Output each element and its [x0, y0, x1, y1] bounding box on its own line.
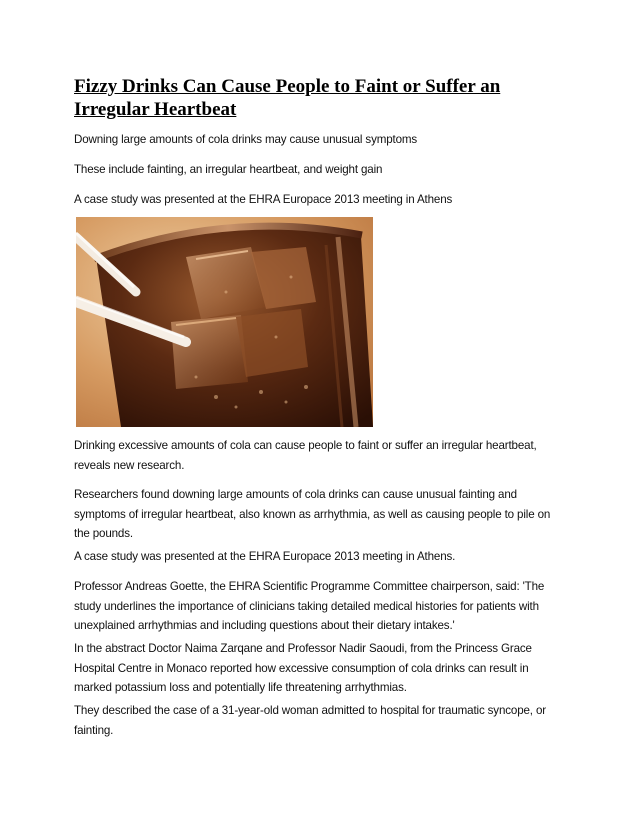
paragraph-1-line-1: Drinking excessive amounts of cola can cause people to faint or suffer an irregular heartbeat, [74, 439, 537, 452]
paragraph-4-line-3: unexplained arrhythmias and including questions about their dietary intakes.' [74, 619, 455, 632]
paragraph-6-line-2: fainting. [74, 723, 114, 737]
paragraph-4 [74, 577, 574, 636]
paragraph-3-line-1: A case study was presented at the EHRA Europace 2013 meeting in Athens. [74, 550, 456, 563]
title-line-2: Irregular Heartbeat [74, 99, 237, 120]
summary-line-1: Downing large amounts of cola drinks may cause unusual symptoms [74, 133, 418, 146]
paragraph-5 [74, 639, 574, 698]
cola-glass-photo [76, 217, 373, 427]
paragraph-6-line-1: They described the case of a 31-year-old woman admitted to hospital for traumatic syncope, or [74, 704, 546, 717]
cola-glass-illustration [76, 217, 373, 427]
paragraph-2-line-3: the pounds. [74, 527, 133, 540]
paragraph-3 [74, 547, 574, 567]
title-line-1: Fizzy Drinks Can Cause People to Faint or Suffer an [74, 76, 501, 97]
paragraph-2 [74, 485, 574, 544]
paragraph-4-line-1: Professor Andreas Goette, the EHRA Scientific Programme Committee chairperson, said: 'The [74, 580, 545, 593]
paragraph-5-line-2: Hospital Centre in Monaco reported how excessive consumption of cola drinks can result in [74, 661, 529, 675]
paragraph-1 [74, 436, 574, 475]
paragraph-4-line-2: study underlines the importance of clinicians taking detailed medical histories for patients with [74, 599, 539, 613]
paragraph-5-line-3: marked potassium loss and potentially life threatening arrhythmias. [74, 681, 407, 694]
paragraph-2-line-2: symptoms of irregular heartbeat, also known as arrhythmia, as well as causing people to pile on [74, 507, 551, 521]
article-title [74, 75, 574, 121]
summary-line-2: These include fainting, an irregular heartbeat, and weight gain [74, 163, 383, 176]
paragraph-2-line-1: Researchers found downing large amounts of cola drinks can cause unusual fainting and [74, 488, 517, 501]
paragraph-5-line-1: In the abstract Doctor Naima Zarqane and Professor Nadir Saoudi, from the Princess Grace [74, 642, 532, 655]
paragraph-1-line-2: reveals new research. [74, 458, 185, 472]
summary-line-3: A case study was presented at the EHRA Europace 2013 meeting in Athens [74, 193, 453, 206]
paragraph-6 [74, 701, 574, 740]
